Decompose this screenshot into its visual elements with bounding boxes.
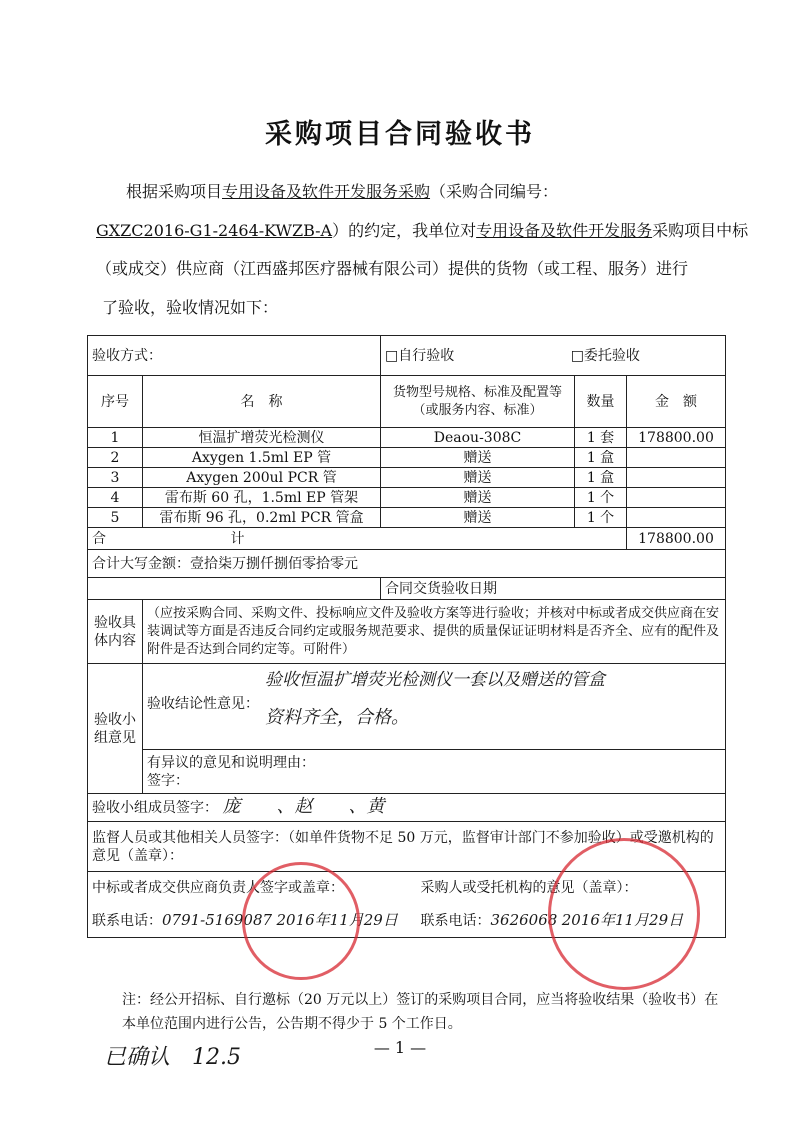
members-row [88,794,726,822]
intro-line-3: （或成交）供应商（江西盛邦医疗器械有限公司）提供的货物（或工程、服务）进行 [96,259,689,278]
row-name: Axygen 1.5ml EP 管 [143,448,381,468]
row-name: Axygen 200ul PCR 管 [143,468,381,488]
conclusion-label: 验收结论性意见： [147,695,259,712]
objection-label: 有异议的意见和说明理由： [147,754,315,771]
table-row [88,508,726,528]
table-row [88,448,726,468]
row-spec: Deaou-308C [381,428,575,448]
header-spec: 货物型号规格、标准及配置等（或服务内容、标准） [381,376,575,428]
row-amount [627,468,726,488]
row-amount [627,508,726,528]
purchaser-phone-label: 联系电话： [420,913,491,929]
row-name: 雷布斯 96 孔，0.2ml PCR 管盒 [143,508,381,528]
entrust-check-option[interactable]: □委托验收 [570,347,640,364]
row-no: 5 [88,508,143,528]
supplier-phone: 0791-5169087 [162,911,273,929]
method-options [381,336,726,376]
members-label: 验收小组成员签字： [92,800,218,816]
header-qty: 数量 [575,376,627,428]
objection-sign-label: 签字： [147,772,189,789]
total-row [88,528,726,550]
total-amount: 178800.00 [627,528,726,550]
project-name-2: 专用设备及软件开发服务 [476,221,653,240]
supplier-date: 2016年11月29日 [276,911,398,929]
header-name: 名 称 [143,376,381,428]
table-row [88,488,726,508]
row-no: 4 [88,488,143,508]
supervisor-text: 监督人员或其他相关人员签字：（如单件货物不足 50 万元，监督审计部门不参加验收）或受邀机构的意见（盖章）： [88,822,726,872]
header-row [88,376,726,428]
row-spec: 赠送 [381,468,575,488]
header-amount: 金 额 [627,376,726,428]
intro-text: ）的约定，我单位对 [332,221,477,240]
purchaser-date: 2016年11月29日 [561,911,684,929]
row-qty: 1 套 [575,428,627,448]
delivery-date-row [88,578,726,600]
total-caps-label: 合计大写金额： [92,555,190,572]
content-label: 验收具体内容 [88,600,143,664]
objection-cell [143,750,726,794]
intro-text: （采购合同编号： [430,182,559,201]
row-name: 恒温扩增荧光检测仪 [143,428,381,448]
members-signatures: 庞 、赵 、黄 [222,796,403,817]
blank-cell [88,578,381,600]
supplier-sign-label: 中标或者成交供应商负责人签字或盖章： [92,880,344,896]
row-no: 2 [88,448,143,468]
header-no: 序号 [88,376,143,428]
supplier-phone-label: 联系电话： [92,913,162,929]
content-row [88,600,726,664]
page-number: — 1 — [373,1038,427,1057]
table-row [88,428,726,448]
intro-line-4: 了验收，验收情况如下： [102,298,279,317]
intro-text: 采购项目中标 [652,221,749,240]
total-label-a: 合 [92,530,106,547]
content-text: （应按采购合同、采购文件、投标响应文件及验收方案等进行验收；并核对中标或者成交供应商在安装调试等方面是否违反合同约定或服务规范要求、提供的质量保证证明材料是否齐全、应有的配件及附件是否达到合同约定等。可附件） [143,600,726,664]
total-caps-value: 壹拾柒万捌仟捌佰零拾零元 [190,555,358,572]
purchaser-phone: 3626068 [490,911,558,929]
row-spec: 赠送 [381,508,575,528]
members-cell [88,794,726,822]
row-no: 3 [88,468,143,488]
intro-text: 根据采购项目 [126,182,223,201]
row-qty: 1 盒 [575,468,627,488]
row-amount: 178800.00 [627,428,726,448]
purchaser-sign-label: 采购人或受托机构的意见（盖章）： [420,880,638,896]
conclusion-handwriting-1: 验收恒温扩增荧光检测仪一套以及赠送的管盒 [265,669,605,690]
conclusion-row [88,664,726,750]
row-qty: 1 个 [575,508,627,528]
row-qty: 1 盒 [575,448,627,468]
conclusion-handwriting-2: 资料齐全，合格。 [265,706,409,728]
contract-number: GXZC2016-G1-2464-KWZB-A [96,221,333,240]
footer-handwriting: 已确认 12.5 [104,1045,241,1070]
total-caps [88,550,726,578]
intro-line-1 [126,182,766,202]
row-amount [627,448,726,468]
row-name: 雷布斯 60 孔，1.5ml EP 管架 [143,488,381,508]
self-check-option[interactable]: □自行验收 [385,347,455,364]
row-no: 1 [88,428,143,448]
row-qty: 1 个 [575,488,627,508]
row-amount [627,488,726,508]
method-row [88,336,726,376]
project-name: 专用设备及软件开发服务采购 [222,182,431,201]
conclusion-cell [143,664,726,750]
objection-row [88,750,726,794]
footnote: 注：经公开招标、自行邀标（20 万元以上）签订的采购项目合同，应当将验收结果（验收书）在本单位范围内进行公告，公告期不得少于 5 个工作日。 [122,992,719,1032]
delivery-date-label: 合同交货验收日期 [381,578,726,600]
total-caps-row [88,550,726,578]
intro-line-2 [96,221,749,241]
total-label-b: 计 [230,530,245,547]
supplier-seal-stamp [242,862,360,980]
table-row [88,468,726,488]
method-label: 验收方式： [88,336,381,376]
row-spec: 赠送 [381,488,575,508]
document-title: 采购项目合同验收书 [265,119,535,150]
row-spec: 赠送 [381,448,575,468]
total-label [88,528,627,550]
group-label: 验收小组意见 [88,664,143,794]
purchaser-seal-stamp [548,838,700,990]
